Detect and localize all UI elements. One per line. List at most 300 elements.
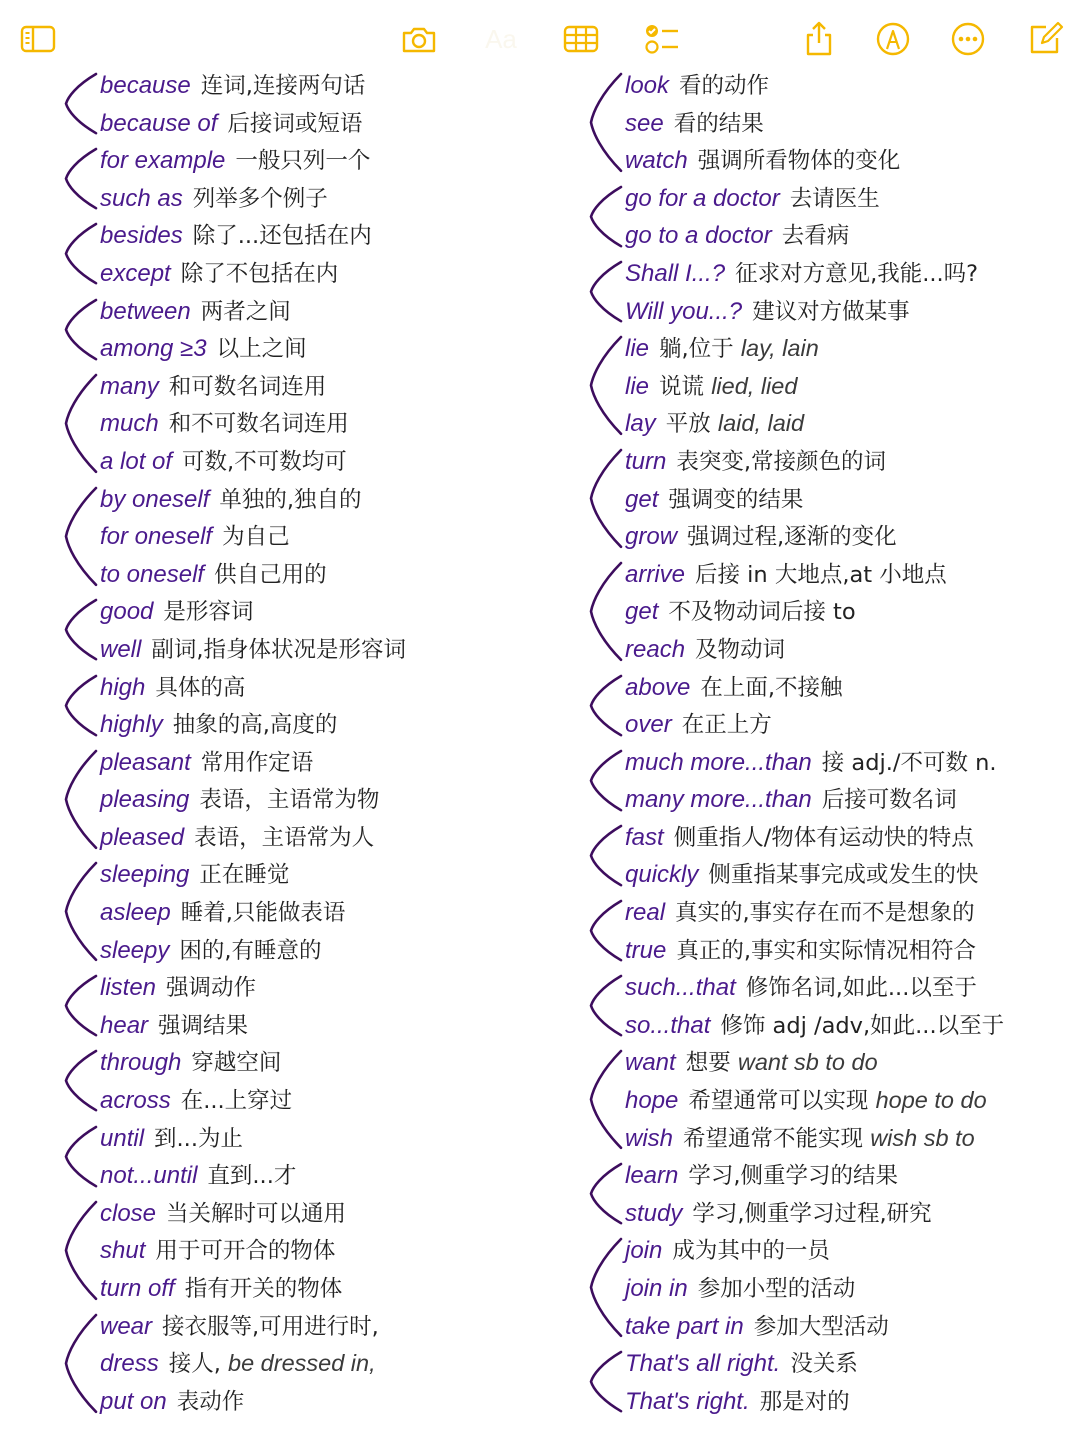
vocab-term: high (100, 673, 146, 701)
vocab-entry (625, 443, 1047, 481)
checklist-icon[interactable] (643, 20, 681, 58)
vocab-term: real (625, 899, 666, 927)
vocab-definition (688, 1088, 986, 1114)
vocab-term: go for a doctor (625, 184, 780, 212)
vocab-definition (676, 938, 976, 964)
word-group (52, 217, 552, 292)
vocab-definition (666, 411, 804, 437)
definition-text: 除了不包括在内 (180, 260, 339, 287)
bracket-icon (58, 146, 98, 211)
vocab-definition (760, 1389, 850, 1415)
vocab-entry (625, 1308, 1047, 1346)
word-group (577, 1044, 1047, 1157)
word-group (52, 1120, 552, 1195)
bracket-icon (583, 184, 623, 249)
vocab-term: through (100, 1049, 182, 1077)
bracket-icon (58, 1312, 98, 1415)
vocab-definition (698, 148, 901, 174)
vocab-term: look (625, 72, 670, 99)
bracket-icon (583, 673, 623, 738)
vocab-entry (625, 856, 1047, 894)
vocab-entry (625, 518, 1047, 556)
vocab-entry (100, 669, 552, 707)
definition-text: 及物动词 (695, 636, 786, 663)
definition-text: 以上之间 (216, 336, 307, 363)
definition-text: 强调变的结果 (668, 486, 804, 513)
vocab-entry (100, 1044, 552, 1082)
definition-text: 在...上穿过 (180, 1088, 293, 1115)
vocab-definition (219, 487, 361, 513)
vocab-term: because of (100, 109, 218, 137)
definition-text: 强调结果 (158, 1012, 249, 1039)
vocab-term: put on (100, 1387, 167, 1415)
vocab-entry (625, 217, 1047, 255)
definition-example: be dressed in, (228, 1350, 376, 1377)
word-group (52, 969, 552, 1044)
vocab-term: across (100, 1087, 171, 1115)
vocab-term: quickly (625, 861, 699, 889)
bracket-icon (58, 1124, 98, 1189)
vocab-entry (625, 669, 1047, 707)
camera-icon[interactable] (400, 20, 438, 58)
bracket-icon (58, 973, 98, 1038)
vocab-entry (625, 819, 1047, 857)
vocab-definition (201, 750, 314, 776)
vocab-term: many (100, 372, 159, 400)
vocab-term: grow (625, 523, 678, 551)
vocab-term: watch (625, 147, 688, 175)
vocab-entry (625, 481, 1047, 519)
word-group (577, 1345, 1047, 1420)
vocab-term: except (100, 259, 171, 287)
vocab-term: among ≥3 (100, 335, 207, 363)
vocab-entry (100, 180, 552, 218)
definition-text: 表语，主语常为人 (194, 824, 375, 851)
vocab-definition (735, 261, 978, 287)
compose-icon[interactable] (1026, 20, 1064, 58)
vocab-definition (166, 975, 256, 1001)
definition-text: 希望通常可以实现 (688, 1088, 869, 1115)
vocab-entry (100, 1195, 552, 1233)
vocab-definition (214, 562, 327, 588)
word-group (577, 556, 1047, 669)
definition-text: 没关系 (790, 1351, 858, 1378)
vocab-entry (100, 330, 552, 368)
vocab-term: That's right. (625, 1387, 750, 1415)
vocab-definition (177, 1389, 245, 1415)
word-group (52, 142, 552, 217)
bracket-icon (583, 1048, 623, 1151)
bracket-icon (58, 1048, 98, 1113)
vocab-entry (625, 706, 1047, 744)
word-group (52, 856, 552, 969)
vocab-definition (185, 1276, 343, 1302)
vocab-definition (790, 186, 880, 212)
vocab-term: to oneself (100, 560, 205, 588)
bracket-icon (583, 1236, 623, 1339)
vocab-term: get (625, 485, 659, 513)
vocab-term: above (625, 673, 691, 701)
definition-text: 单独的,独自的 (219, 486, 362, 513)
definition-text: 供自己用的 (214, 561, 327, 588)
vocab-entry (625, 330, 1047, 368)
vocab-entry (625, 556, 1047, 594)
definition-text: 列举多个例子 (192, 185, 328, 212)
bracket-icon (58, 860, 98, 963)
vocab-definition (695, 637, 785, 663)
definition-text: 强调动作 (166, 975, 257, 1002)
note-left-column (52, 67, 552, 1420)
definition-text: 是形容词 (163, 599, 254, 626)
vocab-definition (687, 524, 897, 550)
vocab-entry (100, 217, 552, 255)
vocab-entry (100, 481, 552, 519)
definition-text: 修饰名词,如此...以至于 (745, 975, 977, 1002)
vocab-definition (151, 637, 406, 663)
vocab-term: for example (100, 147, 226, 175)
definition-text: 为自己 (222, 524, 290, 551)
vocab-entry (625, 932, 1047, 970)
vocab-entry (100, 255, 552, 293)
vocab-definition (179, 938, 321, 964)
vocab-term: hope (625, 1087, 679, 1115)
vocab-entry (625, 894, 1047, 932)
vocab-entry (625, 105, 1047, 143)
definition-text: 用于可开合的物体 (155, 1238, 336, 1265)
vocab-definition (155, 675, 245, 701)
word-group (52, 669, 552, 744)
vocab-entry (625, 1120, 1047, 1158)
definition-text: 表突变,常接颜色的词 (676, 448, 887, 475)
text-format-icon: Aa (485, 24, 517, 54)
vocab-entry (625, 744, 1047, 782)
vocab-entry (625, 1007, 1047, 1045)
vocab-entry (100, 856, 552, 894)
word-group (577, 669, 1047, 744)
bracket-icon (583, 898, 623, 963)
vocab-definition (173, 712, 338, 738)
vocab-entry (625, 293, 1047, 331)
vocab-definition (158, 1013, 248, 1039)
bracket-icon (583, 560, 623, 663)
definition-text: 去请医生 (789, 185, 880, 212)
definition-text: 可数,不可数均可 (182, 448, 347, 475)
definition-text: 后接词或短语 (227, 110, 363, 137)
bracket-icon (583, 334, 623, 437)
word-group (52, 744, 552, 857)
vocab-entry (625, 781, 1047, 819)
vocab-entry (625, 1270, 1047, 1308)
definition-text: 除了...还包括在内 (192, 223, 372, 250)
vocab-entry (625, 593, 1047, 631)
vocab-term: by oneself (100, 485, 210, 513)
definition-text: 强调过程,逐渐的变化 (687, 524, 897, 551)
vocab-term: lay (625, 410, 656, 438)
definition-text: 建议对方做某事 (752, 298, 910, 325)
definition-text: 当关解时可以通用 (166, 1200, 347, 1227)
vocab-term: for oneself (100, 523, 213, 551)
vocab-definition (222, 524, 290, 550)
definition-example: hope to do (875, 1087, 987, 1114)
vocab-entry (625, 67, 1047, 105)
vocab-entry (100, 105, 552, 143)
word-group (577, 180, 1047, 255)
vocab-term: take part in (625, 1312, 744, 1340)
bracket-icon (583, 1161, 623, 1226)
vocab-entry (100, 1007, 552, 1045)
definition-text: 穿越空间 (191, 1050, 282, 1077)
bracket-icon (583, 748, 623, 813)
bracket-icon (583, 1349, 623, 1414)
bracket-icon (58, 221, 98, 286)
vocab-term: lie (625, 335, 650, 363)
definition-text: 强调所看物体的变化 (697, 148, 901, 175)
definition-text: 参加大型活动 (753, 1313, 889, 1340)
definition-text: 接衣服等,可用进行时, (162, 1313, 379, 1340)
vocab-definition (708, 862, 978, 888)
vocab-definition (720, 1013, 1004, 1039)
vocab-term: learn (625, 1162, 679, 1190)
word-group (577, 255, 1047, 330)
bracket-icon (58, 748, 98, 851)
definition-text: 真实的,事实存在而不是想象的 (675, 900, 975, 927)
vocab-entry (100, 894, 552, 932)
vocab-definition (659, 374, 797, 400)
definition-text: 征求对方意见,我能...吗? (735, 260, 979, 287)
vocab-definition (674, 825, 974, 851)
definition-text: 抽象的高,高度的 (172, 712, 338, 739)
vocab-term: not...until (100, 1162, 198, 1190)
definition-text: 正在睡觉 (199, 862, 290, 889)
vocab-entry (100, 1157, 552, 1195)
vocab-definition (692, 1201, 931, 1227)
sidebar-toggle-icon[interactable] (19, 20, 57, 58)
vocab-definition (217, 336, 307, 362)
word-group (577, 744, 1047, 819)
definition-example: want sb to do (737, 1049, 878, 1076)
word-group (52, 1195, 552, 1308)
vocab-definition (201, 73, 366, 99)
vocab-definition (698, 1276, 856, 1302)
definition-text: 表动作 (176, 1388, 245, 1415)
vocab-entry (625, 180, 1047, 218)
definition-text: 学习,侧重学习的结果 (688, 1163, 899, 1190)
vocab-entry (625, 405, 1047, 443)
vocab-definition (169, 1351, 376, 1377)
table-icon[interactable] (562, 20, 600, 58)
word-group (52, 481, 552, 594)
vocab-term: sleepy (100, 936, 170, 964)
vocab-entry (100, 744, 552, 782)
vocab-term: such...that (625, 974, 736, 1002)
vocab-term: listen (100, 974, 157, 1002)
definition-text: 在正上方 (681, 712, 772, 739)
vocab-term: go to a doctor (625, 222, 772, 250)
word-group (577, 330, 1047, 443)
vocab-term: get (625, 598, 659, 626)
share-icon[interactable] (800, 20, 838, 58)
vocab-term: join in (625, 1275, 688, 1302)
word-group (577, 1232, 1047, 1345)
bracket-icon (583, 259, 623, 324)
definition-example: wish sb to (870, 1124, 975, 1151)
definition-text: 躺,位于 (659, 336, 734, 363)
bracket-icon (583, 823, 623, 888)
definition-text: 成为其中的一员 (672, 1238, 830, 1265)
definition-text: 常用作定语 (200, 749, 314, 776)
vocab-term: hear (100, 1011, 149, 1039)
vocab-entry (100, 1120, 552, 1158)
vocab-entry (625, 1195, 1047, 1233)
vocab-term: so...that (625, 1011, 711, 1039)
definition-text: 睡着,只能做表语 (180, 900, 346, 927)
vocab-definition (154, 1126, 243, 1152)
vocab-entry (100, 781, 552, 819)
vocab-term: such as (100, 184, 183, 212)
definition-text: 去看病 (781, 223, 850, 250)
definition-example: lay, lain (740, 335, 819, 362)
definition-text: 一般只列一个 (235, 148, 371, 175)
word-group (577, 443, 1047, 556)
vocab-entry (625, 1082, 1047, 1120)
vocab-definition (193, 186, 328, 212)
definition-text: 看的动作 (679, 73, 770, 99)
vocab-entry (625, 142, 1047, 180)
vocab-definition (746, 975, 977, 1001)
vocab-definition (169, 411, 349, 437)
vocab-term: until (100, 1124, 145, 1152)
bracket-icon (58, 673, 98, 738)
vocab-definition (181, 261, 339, 287)
vocab-entry (625, 368, 1047, 406)
vocab-entry (100, 1082, 552, 1120)
vocab-definition (790, 1351, 858, 1377)
vocab-definition (688, 1163, 898, 1189)
definition-example: laid, laid (717, 410, 805, 437)
vocab-definition (227, 111, 362, 137)
vocab-term: pleased (100, 823, 185, 851)
definition-text: 侧重指人/物体有运动快的特点 (673, 824, 974, 851)
definition-text: 表语，主语常为物 (199, 787, 380, 814)
definition-text: 真正的,事实和实际情况相符合 (676, 937, 977, 964)
definition-text: 看的结果 (673, 110, 764, 137)
vocab-definition (676, 449, 886, 475)
definition-text: 不及物动词后接 to (668, 599, 856, 626)
definition-text: 两者之间 (200, 298, 291, 325)
vocab-term: fast (625, 823, 664, 851)
vocab-definition (194, 825, 374, 851)
vocab-definition (163, 599, 253, 625)
bracket-icon (583, 447, 623, 550)
bracket-icon (58, 297, 98, 362)
vocab-definition (199, 787, 379, 813)
definition-text: 和不可数名词连用 (168, 411, 349, 438)
vocab-term: good (100, 598, 154, 626)
bracket-icon (58, 485, 98, 588)
vocab-entry (100, 405, 552, 443)
vocab-term: wear (100, 1312, 153, 1340)
vocab-term: Shall I...? (625, 259, 726, 287)
vocab-definition (782, 223, 850, 249)
vocab-definition (199, 862, 289, 888)
vocab-term: dress (100, 1350, 159, 1378)
vocab-definition (193, 223, 372, 249)
word-group (577, 969, 1047, 1044)
vocab-definition (166, 1201, 346, 1227)
vocab-term: asleep (100, 899, 171, 927)
vocab-term: turn (625, 447, 667, 475)
word-group (577, 819, 1047, 894)
more-icon[interactable] (949, 20, 987, 58)
vocab-term: arrive (625, 560, 686, 588)
definition-text: 想要 (685, 1050, 731, 1077)
vocab-term: lie (625, 372, 650, 400)
vocab-definition (679, 73, 769, 99)
definition-text: 修饰 adj /adv,如此...以至于 (720, 1012, 1005, 1039)
vocab-entry (625, 969, 1047, 1007)
definition-text: 平放 (665, 411, 711, 438)
vocab-term: pleasant (100, 748, 191, 776)
vocab-definition (672, 1238, 830, 1264)
word-group (52, 67, 552, 142)
vocab-entry (100, 1232, 552, 1270)
vocab-term: true (625, 936, 667, 964)
bracket-icon (583, 71, 623, 174)
vocab-term: Will you...? (625, 297, 743, 325)
vocab-definition (169, 374, 327, 400)
bracket-icon (58, 372, 98, 475)
vocab-definition (822, 750, 997, 776)
vocab-term: join (625, 1237, 663, 1265)
vocab-term: reach (625, 635, 686, 663)
definition-text: 接 adj./不可数 n. (821, 749, 997, 776)
markup-pen-icon[interactable] (874, 20, 912, 58)
definition-text: 学习,侧重学习过程,研究 (692, 1200, 932, 1227)
vocab-entry (625, 1345, 1047, 1383)
word-group (52, 1308, 552, 1421)
vocab-term: well (100, 635, 142, 663)
vocab-entry (625, 1232, 1047, 1270)
vocab-term: a lot of (100, 447, 173, 475)
vocab-term: because (100, 72, 191, 99)
vocab-definition (686, 1050, 878, 1076)
definition-text: 具体的高 (155, 674, 246, 701)
word-group (52, 368, 552, 481)
word-group (52, 293, 552, 368)
vocab-entry (625, 255, 1047, 293)
vocab-definition (668, 487, 803, 513)
vocab-entry (100, 142, 552, 180)
word-group (52, 1044, 552, 1119)
definition-text: 希望通常不能实现 (683, 1125, 864, 1152)
vocab-term: much (100, 410, 159, 438)
vocab-entry (100, 1308, 552, 1346)
vocab-entry (100, 631, 552, 669)
definition-text: 指有开关的物体 (184, 1276, 343, 1302)
vocab-term: many more...than (625, 786, 812, 814)
vocab-definition (700, 675, 842, 701)
vocab-entry (100, 819, 552, 857)
vocab-entry (100, 593, 552, 631)
vocab-definition (674, 111, 764, 137)
vocab-term: over (625, 711, 672, 739)
vocab-entry (100, 368, 552, 406)
vocab-term: pleasing (100, 786, 190, 814)
word-group (577, 894, 1047, 969)
word-group (577, 1157, 1047, 1232)
vocab-entry (625, 1157, 1047, 1195)
vocab-term: see (625, 109, 664, 137)
